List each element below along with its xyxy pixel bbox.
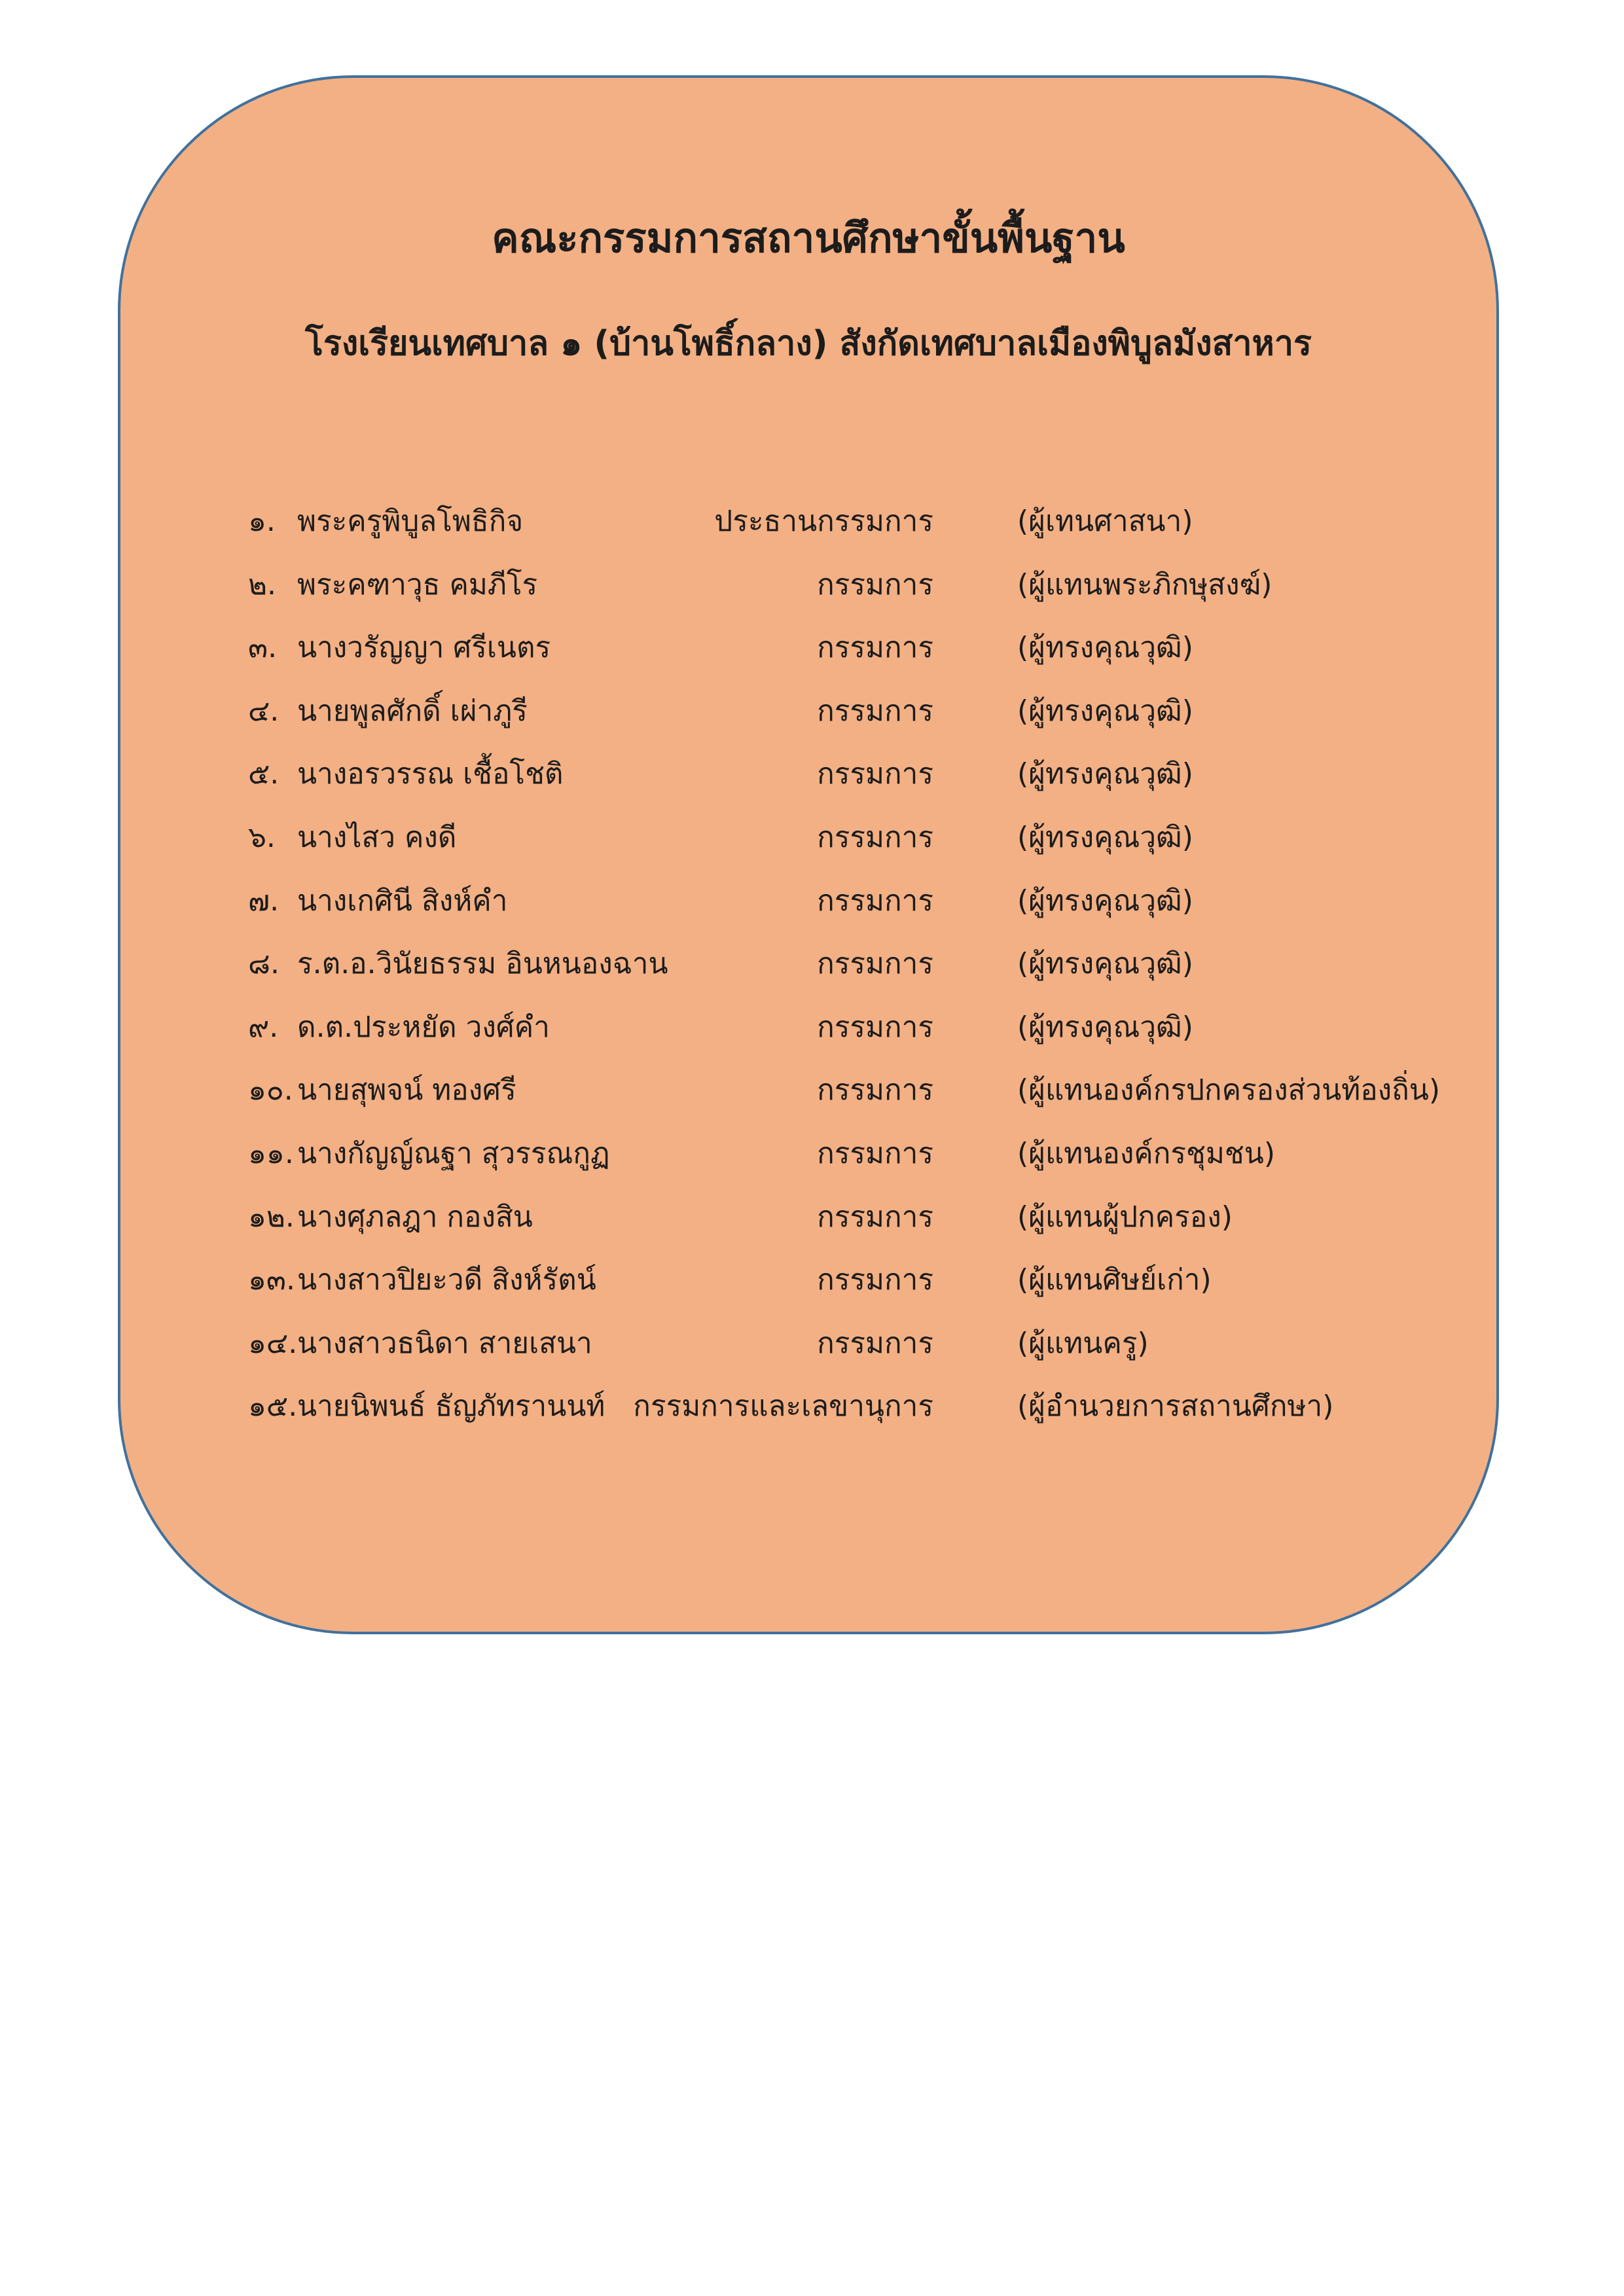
member-name: นางอรวรรณ เชื้อโชติ xyxy=(297,757,564,791)
member-number: ๑๒. xyxy=(248,1200,295,1234)
member-role: กรรมการ xyxy=(817,757,933,791)
member-row xyxy=(120,1312,1496,1376)
member-representation: (ผู้เทนศาสนา) xyxy=(1017,505,1193,538)
member-row xyxy=(120,680,1496,744)
member-number: ๑. xyxy=(248,505,276,538)
member-number: ๘. xyxy=(248,947,280,981)
member-role: กรรมการ xyxy=(817,1200,933,1234)
member-name: ด.ต.ประหยัด วงศ์คำ xyxy=(297,1010,550,1044)
member-role: กรรมการ xyxy=(817,947,933,981)
member-representation: (ผู้ทรงคุณวุฒิ) xyxy=(1017,757,1193,791)
school-subtitle: โรงเรียนเทศบาล ๑ (บ้านโพธิ์กลาง) สังกัดเทศบาลเมืองพิบูลมังสาหาร xyxy=(305,324,1312,363)
member-number: ๑๔. xyxy=(248,1326,298,1360)
member-role: กรรมการ xyxy=(817,1263,933,1297)
member-representation: (ผู้แทนครู) xyxy=(1017,1326,1149,1360)
member-row xyxy=(120,1122,1496,1186)
member-representation: (ผู้ทรงคุณวุฒิ) xyxy=(1017,631,1193,665)
member-number: ๙. xyxy=(248,1010,279,1044)
page-title: คณะกรรมการสถานศึกษาขั้นพื้นฐาน xyxy=(492,214,1125,262)
member-number: ๑๐. xyxy=(248,1073,293,1107)
member-name: นายพูลศักดิ์ เผ่าภูรี xyxy=(297,694,528,728)
member-representation: (ผู้ทรงคุณวุฒิ) xyxy=(1017,694,1193,728)
member-role: กรรมการ xyxy=(817,884,933,918)
member-list xyxy=(120,490,1496,1439)
member-role: กรรมการ xyxy=(817,1326,933,1360)
member-number: ๖. xyxy=(248,820,276,854)
member-role: ประธานกรรมการ xyxy=(714,505,933,538)
member-name: นางไสว คงดี xyxy=(297,820,457,854)
member-name: นางเกศินี สิงห์คำ xyxy=(297,884,508,918)
member-name: นายนิพนธ์ ธัญภัทรานนท์ xyxy=(297,1390,605,1424)
member-name: นางวรัญญา ศรีเนตร xyxy=(297,631,551,665)
member-role: กรรมการ xyxy=(817,820,933,854)
member-row xyxy=(120,743,1496,806)
member-representation: (ผู้แทนพระภิกษุสงฆ์) xyxy=(1017,567,1272,601)
member-row xyxy=(120,1186,1496,1249)
member-role: กรรมการ xyxy=(817,1136,933,1170)
member-name: พระครูพิบูลโพธิกิจ xyxy=(297,505,524,538)
member-role: กรรมการ xyxy=(817,567,933,601)
member-representation: (ผู้แทนองค์กรปกครองส่วนท้องถิ่น) xyxy=(1017,1073,1440,1107)
member-role: กรรมการ xyxy=(817,631,933,665)
member-number: ๓. xyxy=(248,631,278,665)
member-row xyxy=(120,1059,1496,1122)
member-role: กรรมการ xyxy=(817,694,933,728)
member-role: กรรมการและเลขานุการ xyxy=(633,1390,933,1424)
member-number: ๑๑. xyxy=(248,1136,294,1170)
member-name: นางกัญญ์ณฐา สุวรรณกูฏ xyxy=(297,1136,610,1170)
member-row xyxy=(120,617,1496,680)
member-row xyxy=(120,490,1496,554)
member-row xyxy=(120,1375,1496,1439)
member-number: ๕. xyxy=(248,757,280,791)
member-representation: (ผู้ทรงคุณวุฒิ) xyxy=(1017,884,1193,918)
member-number: ๒. xyxy=(248,567,276,601)
member-name: นางสาวธนิดา สายเสนา xyxy=(297,1326,592,1360)
member-row xyxy=(120,870,1496,933)
member-representation: (ผู้ทรงคุณวุฒิ) xyxy=(1017,1010,1193,1044)
member-representation: (ผู้แทนองค์กรชุมชน) xyxy=(1017,1136,1275,1170)
member-name: พระคฑาวุธ คมภีโร xyxy=(297,567,538,601)
member-row xyxy=(120,1249,1496,1312)
member-name: นางสาวปิยะวดี สิงห์รัตน์ xyxy=(297,1263,596,1297)
member-number: ๑๓. xyxy=(248,1263,295,1297)
committee-panel xyxy=(118,75,1499,1634)
member-row xyxy=(120,933,1496,996)
member-name: นายสุพจน์ ทองศรี xyxy=(297,1073,516,1107)
member-number: ๑๕. xyxy=(248,1390,298,1424)
member-name: ร.ต.อ.วินัยธรรม อินหนองฉาน xyxy=(297,947,668,981)
member-role: กรรมการ xyxy=(817,1010,933,1044)
member-row xyxy=(120,996,1496,1060)
member-representation: (ผู้ทรงคุณวุฒิ) xyxy=(1017,947,1193,981)
member-representation: (ผู้ทรงคุณวุฒิ) xyxy=(1017,820,1193,854)
member-row xyxy=(120,554,1496,617)
member-representation: (ผู้อำนวยการสถานศึกษา) xyxy=(1017,1390,1334,1424)
member-number: ๗. xyxy=(248,884,280,918)
member-representation: (ผู้แทนผู้ปกครอง) xyxy=(1017,1200,1233,1234)
member-role: กรรมการ xyxy=(817,1073,933,1107)
member-representation: (ผู้แทนศิษย์เก่า) xyxy=(1017,1263,1212,1297)
member-row xyxy=(120,806,1496,870)
member-number: ๔. xyxy=(248,694,280,728)
member-name: นางศุภลฎา กองสิน xyxy=(297,1200,533,1234)
